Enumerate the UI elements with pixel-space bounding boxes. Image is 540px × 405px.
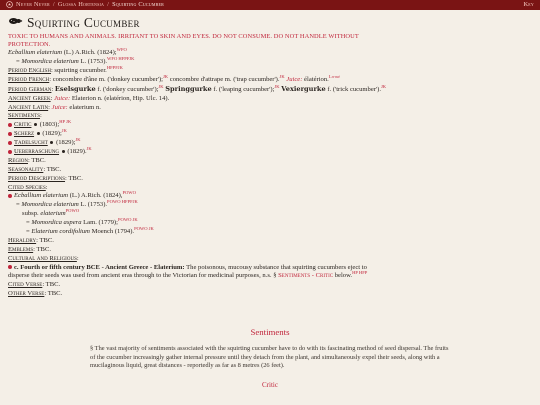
cited-species-row: Cited Species: xyxy=(8,183,48,191)
ancient-latin-value: elaterium n. xyxy=(67,103,101,111)
cucumber-icon xyxy=(8,16,23,30)
period-french-row xyxy=(8,73,532,85)
species-name: elaterium xyxy=(40,210,66,218)
seasonality-value: : TBC. xyxy=(43,165,62,173)
source-ref[interactable]: WFO HFPFJK xyxy=(107,55,135,61)
cultural-tail: below. xyxy=(333,272,353,280)
period-descriptions-row xyxy=(8,175,532,184)
other-verse-label: Other Verse xyxy=(8,290,45,298)
emblems-label: Emblems xyxy=(8,245,34,253)
breadcrumb xyxy=(6,1,164,10)
breadcrumb-glossa-hortensia[interactable]: Glossa Hortensia xyxy=(57,0,105,8)
cited-verse-row xyxy=(8,281,532,290)
species-authority: L. (1753). xyxy=(80,201,108,209)
source-ref[interactable]: POWO xyxy=(122,190,136,196)
species-authority: L. (1753). xyxy=(80,58,108,66)
german-word: Eselsgurke xyxy=(54,84,96,93)
ancient-greek-label: Ancient Greek xyxy=(8,94,51,102)
sentiment-link[interactable]: Ueberraschung xyxy=(14,148,60,156)
source-ref[interactable]: POWO HFPFJK xyxy=(107,199,138,205)
source-ref[interactable]: JK xyxy=(274,83,280,89)
sentiment-year: (1803); xyxy=(39,121,60,129)
source-ref[interactable]: HP HFP xyxy=(352,270,368,276)
juice-label: Juice: xyxy=(284,75,303,83)
period-descriptions-label: Period Descriptions xyxy=(8,174,66,182)
toxicity-warning: TOXIC TO HUMANS AND ANIMALS. IRRITANT TO SKIN AND EYES. DO NOT CONSUME. DO NOT HANDLE WITHOUT PROTECTION. xyxy=(8,33,359,49)
sentiment-link[interactable]: Tadelsucht xyxy=(14,139,48,147)
juice-label: Juice: xyxy=(50,103,68,111)
synonym xyxy=(8,55,532,67)
species-name: Ecballium elaterium xyxy=(8,49,63,57)
species-authority: Moench (1794). xyxy=(91,228,135,236)
source-ref[interactable]: JK xyxy=(279,73,285,79)
cited-verse-label: Cited Verse xyxy=(8,281,43,289)
species-name: Momordica aspera xyxy=(31,219,82,227)
breadcrumb-never-never[interactable]: Never Never xyxy=(16,0,50,8)
dot-icon xyxy=(34,123,37,126)
ancient-greek-row: Ancient Greek: Juice: Elaterion n. (elatérion, Hip. Ulc. 14). xyxy=(8,94,170,102)
period-english-row xyxy=(8,64,532,76)
period-descriptions-value: : TBC. xyxy=(65,174,83,182)
source-ref[interactable]: JK xyxy=(75,136,81,142)
sentiment-bullet-icon xyxy=(8,141,12,145)
period-english-value: : squirting cucumber. xyxy=(50,67,107,74)
sentiments-heading: Sentiments xyxy=(250,327,290,338)
ancient-latin-row: Ancient Latin: Juice: elaterium n. xyxy=(8,103,101,111)
synonym-marker: = xyxy=(26,219,30,227)
synonym-marker: = xyxy=(16,58,20,66)
sentiment-year: (1829). xyxy=(67,148,87,156)
period-german-value: f. ('trick cucumber'). xyxy=(325,85,381,93)
juice-label: Juice: xyxy=(52,94,71,102)
sentiment-link[interactable]: Critic xyxy=(14,121,32,129)
heraldry-value: : TBC. xyxy=(36,236,54,244)
home-icon[interactable] xyxy=(6,1,13,8)
source-ref[interactable]: JK xyxy=(86,145,92,151)
breadcrumb-separator: / xyxy=(107,0,110,8)
period-german-row: Period German: Eselsgurke f. ('donkey cucumber');$^{JK}$ Springgurke f. ('leaping cucumber');$^{JK}$ Vexiergurke f. ('trick cucumber').$^{JK}$ xyxy=(8,83,387,93)
region-label: Region xyxy=(8,156,28,164)
scientific-name xyxy=(8,49,532,58)
german-word: Vexiergurke xyxy=(281,84,326,93)
species-name: Momordica elaterium xyxy=(21,201,79,209)
other-verse-value: : TBC. xyxy=(44,290,63,298)
source-ref[interactable]: JK xyxy=(163,73,169,79)
sentiment-bullet-icon xyxy=(8,150,12,154)
period-german-value: f. ('donkey cucumber'); xyxy=(95,85,159,93)
source-ref[interactable]: JK xyxy=(61,128,67,134)
sentiments-row: Sentiments: xyxy=(8,112,42,120)
period-french-value: concombre d'attrape m. ('trap cucumber'). xyxy=(168,75,280,83)
sentiments-label: Sentiments xyxy=(8,112,40,120)
region-value: : TBC. xyxy=(27,156,46,164)
critic-heading: Critic xyxy=(262,380,278,389)
subspecies-marker: subsp. xyxy=(22,210,39,218)
cultural-date: c. Fourth or fifth century BCE - Ancient Greece - Elaterium: xyxy=(14,263,185,271)
cultural-bullet-icon xyxy=(8,265,12,269)
source-ref[interactable]: POWO JK xyxy=(134,225,154,231)
source-ref[interactable]: HFPFJK xyxy=(106,64,123,70)
breadcrumb-separator: / xyxy=(52,0,55,8)
emblems-value: : TBC. xyxy=(33,245,51,253)
dot-icon xyxy=(50,141,53,144)
top-nav-bar xyxy=(0,0,540,10)
species-authority: Lam. (1779); xyxy=(83,219,118,227)
sentiments-critic-link[interactable]: Sentiments - Critic xyxy=(278,272,334,280)
sentiment-bullet-icon xyxy=(8,132,12,136)
period-french-label: Period French xyxy=(8,75,50,83)
source-ref[interactable]: WFO xyxy=(116,47,127,53)
emblems-row xyxy=(8,246,532,255)
cultural-ref: n.s. § xyxy=(260,272,279,280)
cited-species-subspecies xyxy=(8,210,532,219)
cultural-item xyxy=(8,264,388,282)
sentiment-year: (1829); xyxy=(56,139,76,147)
cited-species-synonym xyxy=(8,216,532,228)
sentiment-item xyxy=(8,130,532,139)
sentiment-item xyxy=(8,145,532,157)
species-name: Momordica elaterium xyxy=(21,58,79,66)
synonym-marker: = xyxy=(26,228,30,236)
cited-species-synonym xyxy=(8,225,532,237)
source-ref[interactable]: JK xyxy=(380,83,387,89)
source-ref[interactable]: JK xyxy=(158,83,164,89)
cited-species-label: Cited Species xyxy=(8,183,46,191)
breadcrumb-current: Squirting Cucumber xyxy=(112,0,165,8)
source-ref[interactable]: POWO JK xyxy=(117,216,138,222)
title-row xyxy=(8,14,532,32)
period-german-value: f. ('leaping cucumber'); xyxy=(211,85,275,93)
sentiment-bullet-icon xyxy=(8,123,12,127)
entry-content xyxy=(0,10,540,390)
page-title: Squirting Cucumber xyxy=(27,15,140,30)
source-ref[interactable]: POWO xyxy=(65,208,80,214)
sentiment-item xyxy=(8,121,532,130)
cited-species-synonym xyxy=(8,201,532,210)
ancient-latin-label: Ancient Latin xyxy=(8,103,49,111)
key-link[interactable]: Key xyxy=(523,0,534,8)
period-french-value: : concombre d'âne m. ('donkey cucumber'); xyxy=(49,75,164,83)
ancient-greek-value: Elaterion n. (elatérion, Hip. Ulc. 14). xyxy=(70,94,170,102)
other-verse-row xyxy=(8,290,532,299)
sentiment-link[interactable]: Scherz xyxy=(14,130,35,138)
cultural-row: Cultural and Religious: xyxy=(8,254,79,262)
synonym-marker: = xyxy=(16,201,20,209)
dot-icon xyxy=(37,132,40,135)
species-name: Ecballium elaterium xyxy=(14,192,69,200)
cultural-text: The poisonous, mucousy substance that squirting cucumbers eject to disperse their seeds was used from ancient eras through to the Victorian for medicinal purposes, xyxy=(8,263,367,280)
seasonality-row xyxy=(8,166,532,175)
sentiment-year: (1829); xyxy=(42,130,62,138)
german-word: Springgurke xyxy=(165,84,212,93)
source-ref[interactable]: HP JK xyxy=(59,119,72,125)
heraldry-row xyxy=(8,237,532,246)
species-authority: (L.) A.Rich. (1824); xyxy=(63,49,117,57)
cultural-label: Cultural and Religious xyxy=(8,254,77,262)
source-ref[interactable]: Littré xyxy=(328,73,341,79)
period-french-value: élatérion. xyxy=(302,75,329,83)
seasonality-label: Seasonality xyxy=(8,165,44,173)
dot-icon xyxy=(62,150,65,153)
sentiments-paragraph: § The vast majority of sentiments associated with the squirting cucumber have to do with its fascinating method of seed dispersal. The fruits of the cucumber increasingly gather internal pressure until they detach from the plant, and simultaneously expel their seeds, along with a mucilaginous liquid, great distances - reportedly as far as 8 metres (26 feet). xyxy=(90,345,449,370)
species-bullet-icon xyxy=(8,194,12,198)
region-row xyxy=(8,157,532,166)
period-german-label: Period German xyxy=(8,85,52,93)
species-name: Elaterium cordifolium xyxy=(31,228,90,236)
cited-verse-value: : TBC. xyxy=(42,281,61,289)
species-authority: (L.) A.Rich. (1824), xyxy=(69,192,123,200)
heraldry-label: Heraldry xyxy=(8,236,37,244)
period-english-label: Period English xyxy=(8,67,51,74)
